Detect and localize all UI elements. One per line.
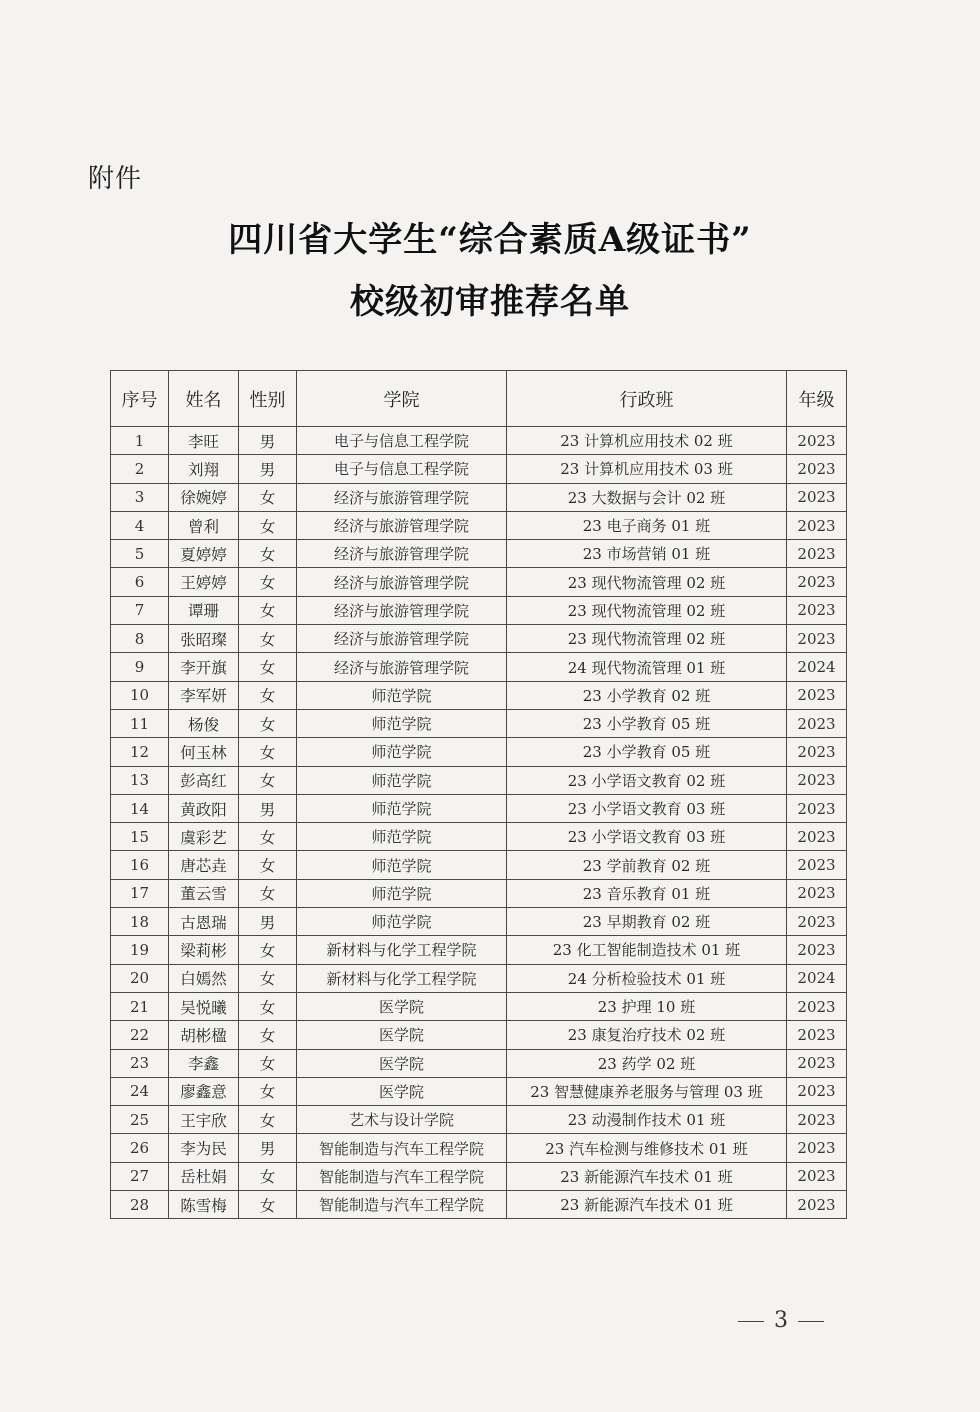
cell-grade: 2023 (787, 483, 847, 511)
cell-grade: 2023 (787, 738, 847, 766)
cell-admin-class: 23 护理 10 班 (507, 992, 787, 1020)
header-name: 姓名 (169, 371, 239, 427)
cell-admin-class: 23 康复治疗技术 02 班 (507, 1021, 787, 1049)
cell-gender: 女 (239, 879, 297, 907)
cell-gender: 女 (239, 709, 297, 737)
cell-admin-class: 23 小学语文教育 03 班 (507, 794, 787, 822)
cell-college: 智能制造与汽车工程学院 (297, 1134, 507, 1162)
cell-college: 医学院 (297, 1049, 507, 1077)
attachment-label: 附件 (88, 164, 143, 194)
cell-admin-class: 23 智慧健康养老服务与管理 03 班 (507, 1077, 787, 1105)
cell-admin-class: 23 现代物流管理 02 班 (507, 596, 787, 624)
table-row (111, 794, 847, 822)
cell-name: 李军妍 (169, 681, 239, 709)
cell-serial-no: 17 (111, 879, 169, 907)
cell-name: 王婷婷 (169, 568, 239, 596)
cell-admin-class: 23 新能源汽车技术 01 班 (507, 1162, 787, 1190)
cell-grade: 2023 (787, 766, 847, 794)
cell-serial-no: 5 (111, 540, 169, 568)
cell-name: 陈雪梅 (169, 1191, 239, 1219)
cell-grade: 2023 (787, 540, 847, 568)
cell-college: 经济与旅游管理学院 (297, 625, 507, 653)
cell-college: 经济与旅游管理学院 (297, 568, 507, 596)
cell-college: 经济与旅游管理学院 (297, 540, 507, 568)
table-row (111, 823, 847, 851)
cell-grade: 2023 (787, 709, 847, 737)
table-header-row (111, 371, 847, 427)
cell-college: 医学院 (297, 992, 507, 1020)
cell-grade: 2023 (787, 823, 847, 851)
cell-grade: 2023 (787, 1077, 847, 1105)
cell-admin-class: 23 音乐教育 01 班 (507, 879, 787, 907)
page-footer (728, 1308, 834, 1333)
cell-name: 徐婉婷 (169, 483, 239, 511)
cell-serial-no: 4 (111, 511, 169, 539)
cell-admin-class: 23 药学 02 班 (507, 1049, 787, 1077)
cell-name: 李为民 (169, 1134, 239, 1162)
cell-serial-no: 2 (111, 455, 169, 483)
cell-grade: 2023 (787, 908, 847, 936)
cell-gender: 女 (239, 964, 297, 992)
table-row (111, 1191, 847, 1219)
cell-admin-class: 23 化工智能制造技术 01 班 (507, 936, 787, 964)
cell-name: 何玉林 (169, 738, 239, 766)
cell-college: 师范学院 (297, 709, 507, 737)
cell-serial-no: 10 (111, 681, 169, 709)
cell-college: 师范学院 (297, 851, 507, 879)
cell-gender: 男 (239, 1134, 297, 1162)
cell-name: 吴悦曦 (169, 992, 239, 1020)
cell-college: 智能制造与汽车工程学院 (297, 1162, 507, 1190)
cell-college: 经济与旅游管理学院 (297, 596, 507, 624)
cell-name: 王宇欣 (169, 1106, 239, 1134)
table-row (111, 455, 847, 483)
cell-gender: 女 (239, 653, 297, 681)
cell-name: 岳杜娟 (169, 1162, 239, 1190)
cell-grade: 2023 (787, 1021, 847, 1049)
table-row (111, 1162, 847, 1190)
cell-gender: 女 (239, 1049, 297, 1077)
header-grade: 年级 (787, 371, 847, 427)
cell-gender: 男 (239, 908, 297, 936)
cell-serial-no: 1 (111, 427, 169, 455)
cell-serial-no: 19 (111, 936, 169, 964)
table-row (111, 1134, 847, 1162)
cell-admin-class: 23 小学语文教育 03 班 (507, 823, 787, 851)
cell-serial-no: 9 (111, 653, 169, 681)
cell-grade: 2023 (787, 427, 847, 455)
cell-gender: 女 (239, 1021, 297, 1049)
cell-admin-class: 23 现代物流管理 02 班 (507, 625, 787, 653)
cell-name: 李鑫 (169, 1049, 239, 1077)
cell-college: 师范学院 (297, 766, 507, 794)
cell-grade: 2023 (787, 1106, 847, 1134)
table-row (111, 1106, 847, 1134)
cell-college: 师范学院 (297, 738, 507, 766)
page-number: 3 (774, 1308, 788, 1333)
table-row (111, 540, 847, 568)
cell-college: 师范学院 (297, 908, 507, 936)
table-row (111, 483, 847, 511)
cell-serial-no: 12 (111, 738, 169, 766)
recommendation-table (110, 370, 847, 1219)
cell-gender: 女 (239, 596, 297, 624)
cell-grade: 2023 (787, 851, 847, 879)
table-row (111, 766, 847, 794)
cell-name: 曾利 (169, 511, 239, 539)
cell-serial-no: 13 (111, 766, 169, 794)
cell-college: 经济与旅游管理学院 (297, 511, 507, 539)
cell-name: 胡彬楹 (169, 1021, 239, 1049)
cell-grade: 2024 (787, 653, 847, 681)
cell-admin-class: 24 分析检验技术 01 班 (507, 964, 787, 992)
header-college: 学院 (297, 371, 507, 427)
cell-college: 智能制造与汽车工程学院 (297, 1191, 507, 1219)
cell-college: 师范学院 (297, 681, 507, 709)
page-subtitle: 校级初审推荐名单 (350, 282, 630, 322)
cell-grade: 2023 (787, 1049, 847, 1077)
cell-grade: 2023 (787, 1162, 847, 1190)
table-body (111, 427, 847, 1219)
cell-serial-no: 22 (111, 1021, 169, 1049)
table-row (111, 709, 847, 737)
footer-dash-right (798, 1321, 824, 1322)
cell-admin-class: 23 早期教育 02 班 (507, 908, 787, 936)
table-row (111, 964, 847, 992)
cell-gender: 女 (239, 992, 297, 1020)
cell-admin-class: 23 小学语文教育 02 班 (507, 766, 787, 794)
table-row (111, 992, 847, 1020)
cell-serial-no: 27 (111, 1162, 169, 1190)
cell-admin-class: 23 新能源汽车技术 01 班 (507, 1191, 787, 1219)
cell-serial-no: 25 (111, 1106, 169, 1134)
cell-college: 师范学院 (297, 794, 507, 822)
cell-admin-class: 23 计算机应用技术 03 班 (507, 455, 787, 483)
cell-serial-no: 18 (111, 908, 169, 936)
cell-name: 李旺 (169, 427, 239, 455)
cell-grade: 2023 (787, 936, 847, 964)
cell-serial-no: 7 (111, 596, 169, 624)
table-row (111, 936, 847, 964)
cell-grade: 2023 (787, 794, 847, 822)
cell-gender: 女 (239, 936, 297, 964)
cell-serial-no: 6 (111, 568, 169, 596)
cell-grade: 2023 (787, 1191, 847, 1219)
cell-serial-no: 3 (111, 483, 169, 511)
cell-serial-no: 16 (111, 851, 169, 879)
cell-gender: 女 (239, 738, 297, 766)
cell-gender: 女 (239, 851, 297, 879)
cell-serial-no: 14 (111, 794, 169, 822)
cell-admin-class: 23 现代物流管理 02 班 (507, 568, 787, 596)
cell-name: 杨俊 (169, 709, 239, 737)
cell-name: 张昭璨 (169, 625, 239, 653)
cell-grade: 2023 (787, 681, 847, 709)
cell-gender: 女 (239, 483, 297, 511)
cell-gender: 女 (239, 1106, 297, 1134)
cell-serial-no: 23 (111, 1049, 169, 1077)
cell-admin-class: 23 小学教育 02 班 (507, 681, 787, 709)
header-gender: 性别 (239, 371, 297, 427)
cell-grade: 2023 (787, 511, 847, 539)
cell-grade: 2023 (787, 625, 847, 653)
cell-grade: 2023 (787, 992, 847, 1020)
cell-college: 新材料与化学工程学院 (297, 964, 507, 992)
cell-name: 白嫣然 (169, 964, 239, 992)
cell-admin-class: 24 现代物流管理 01 班 (507, 653, 787, 681)
cell-name: 谭珊 (169, 596, 239, 624)
footer-dash-left (738, 1321, 764, 1322)
cell-gender: 女 (239, 625, 297, 653)
cell-gender: 男 (239, 794, 297, 822)
table-row (111, 1021, 847, 1049)
cell-name: 古恩瑞 (169, 908, 239, 936)
header-admin-class: 行政班 (507, 371, 787, 427)
cell-name: 廖鑫意 (169, 1077, 239, 1105)
table-row (111, 908, 847, 936)
table-row (111, 511, 847, 539)
cell-college: 电子与信息工程学院 (297, 427, 507, 455)
cell-gender: 女 (239, 1162, 297, 1190)
cell-admin-class: 23 小学教育 05 班 (507, 738, 787, 766)
cell-college: 艺术与设计学院 (297, 1106, 507, 1134)
table-row (111, 1049, 847, 1077)
table-row (111, 596, 847, 624)
cell-serial-no: 26 (111, 1134, 169, 1162)
cell-serial-no: 8 (111, 625, 169, 653)
cell-gender: 男 (239, 455, 297, 483)
cell-gender: 女 (239, 1191, 297, 1219)
cell-grade: 2023 (787, 455, 847, 483)
cell-admin-class: 23 大数据与会计 02 班 (507, 483, 787, 511)
cell-name: 彭高红 (169, 766, 239, 794)
cell-serial-no: 20 (111, 964, 169, 992)
cell-gender: 男 (239, 427, 297, 455)
cell-name: 黄政阳 (169, 794, 239, 822)
cell-admin-class: 23 小学教育 05 班 (507, 709, 787, 737)
table-row (111, 568, 847, 596)
cell-gender: 女 (239, 540, 297, 568)
cell-grade: 2023 (787, 1134, 847, 1162)
cell-serial-no: 15 (111, 823, 169, 851)
table-row (111, 879, 847, 907)
cell-serial-no: 11 (111, 709, 169, 737)
cell-serial-no: 21 (111, 992, 169, 1020)
cell-admin-class: 23 电子商务 01 班 (507, 511, 787, 539)
table-row (111, 653, 847, 681)
cell-college: 师范学院 (297, 823, 507, 851)
table-row (111, 1077, 847, 1105)
table-row (111, 681, 847, 709)
cell-college: 电子与信息工程学院 (297, 455, 507, 483)
cell-serial-no: 28 (111, 1191, 169, 1219)
cell-gender: 女 (239, 766, 297, 794)
cell-gender: 女 (239, 823, 297, 851)
cell-college: 医学院 (297, 1021, 507, 1049)
cell-college: 师范学院 (297, 879, 507, 907)
cell-name: 虞彩艺 (169, 823, 239, 851)
cell-serial-no: 24 (111, 1077, 169, 1105)
cell-admin-class: 23 市场营销 01 班 (507, 540, 787, 568)
cell-college: 医学院 (297, 1077, 507, 1105)
cell-admin-class: 23 计算机应用技术 02 班 (507, 427, 787, 455)
cell-grade: 2024 (787, 964, 847, 992)
cell-college: 经济与旅游管理学院 (297, 653, 507, 681)
cell-grade: 2023 (787, 879, 847, 907)
table-row (111, 738, 847, 766)
cell-gender: 女 (239, 511, 297, 539)
header-serial-no: 序号 (111, 371, 169, 427)
cell-admin-class: 23 汽车检测与维修技术 01 班 (507, 1134, 787, 1162)
cell-gender: 女 (239, 568, 297, 596)
cell-grade: 2023 (787, 568, 847, 596)
cell-admin-class: 23 学前教育 02 班 (507, 851, 787, 879)
table-row (111, 427, 847, 455)
cell-name: 夏婷婷 (169, 540, 239, 568)
page-title: 四川省大学生“综合素质A级证书” (228, 220, 752, 260)
cell-admin-class: 23 动漫制作技术 01 班 (507, 1106, 787, 1134)
cell-name: 李开旗 (169, 653, 239, 681)
cell-college: 经济与旅游管理学院 (297, 483, 507, 511)
table-row (111, 625, 847, 653)
cell-name: 董云雪 (169, 879, 239, 907)
cell-grade: 2023 (787, 596, 847, 624)
cell-gender: 女 (239, 1077, 297, 1105)
cell-name: 刘翔 (169, 455, 239, 483)
cell-name: 梁莉彬 (169, 936, 239, 964)
cell-name: 唐芯垚 (169, 851, 239, 879)
table-row (111, 851, 847, 879)
cell-college: 新材料与化学工程学院 (297, 936, 507, 964)
cell-gender: 女 (239, 681, 297, 709)
